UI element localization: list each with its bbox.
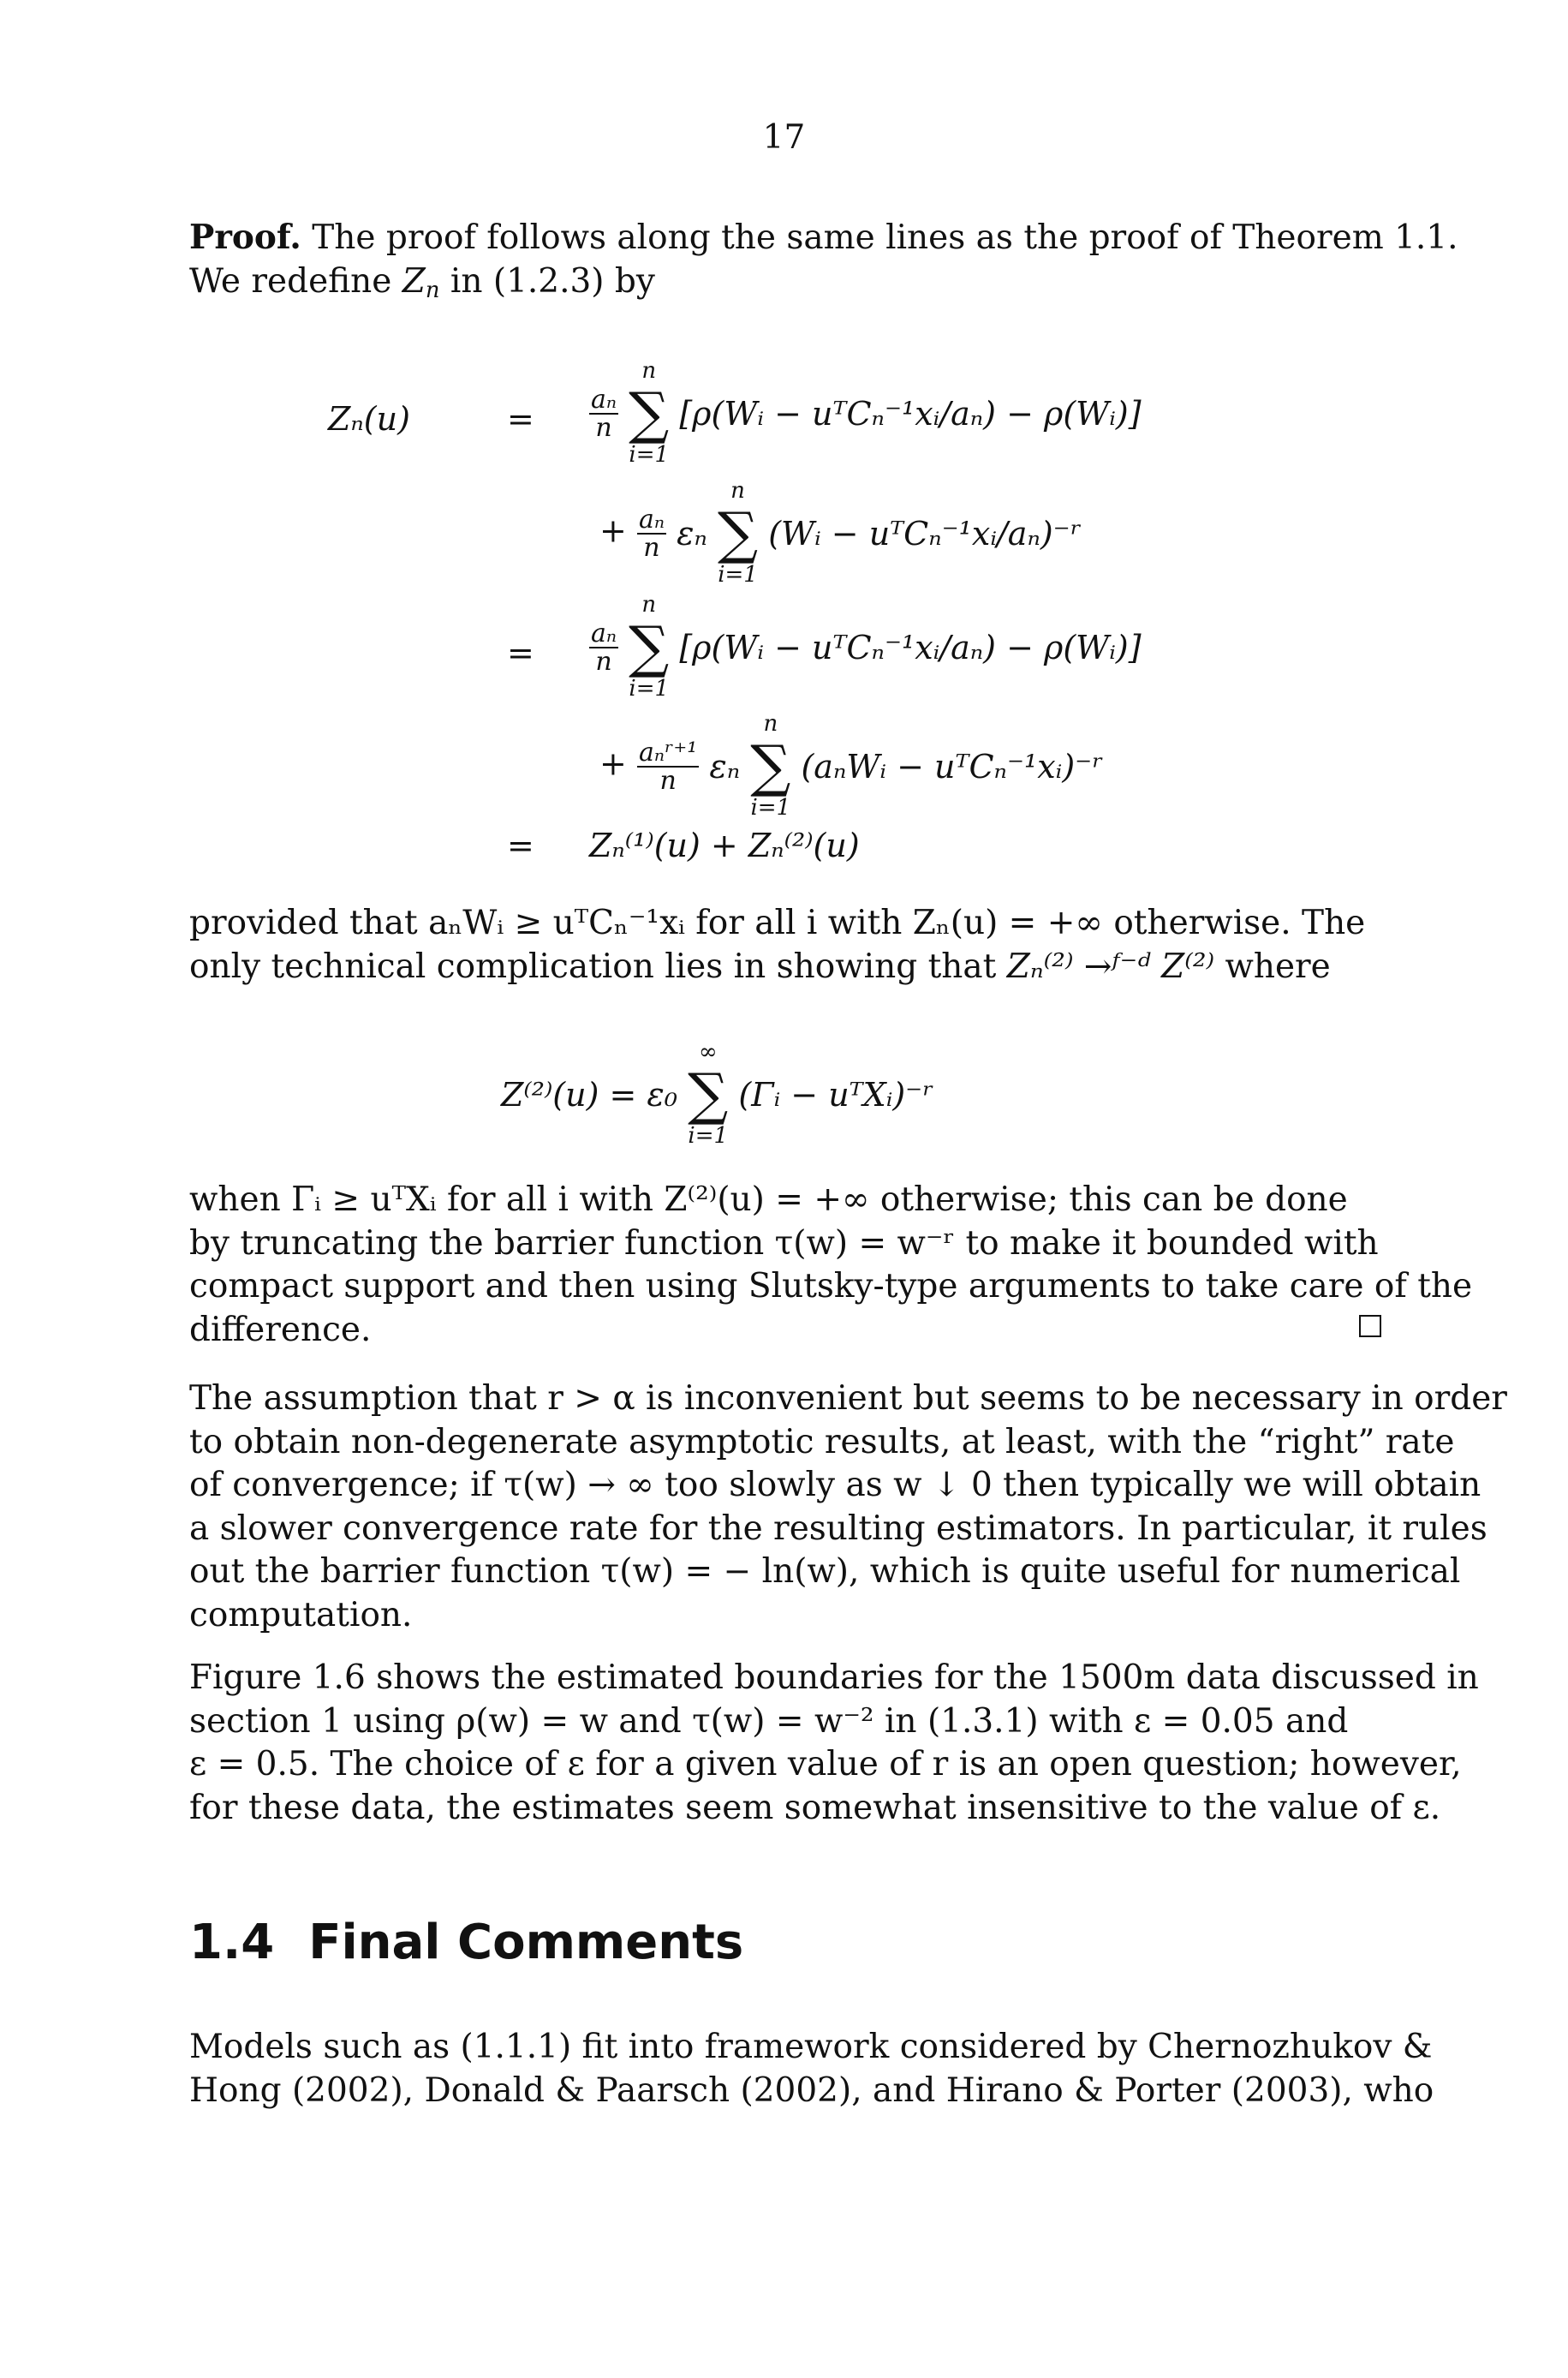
figure-line-2: section 1 using ρ(w) = w and τ(w) = w⁻² in (1.3.1) with ε = 0.05 and	[189, 1701, 1349, 1741]
models-line-1: Models such as (1.1.1) fit into framework considered by Chernozhukov &	[189, 2028, 1433, 2066]
sum-4: n ∑ i=1	[750, 711, 791, 821]
sum-upper: n	[730, 478, 745, 504]
row-2-body: (Wᵢ − uᵀCₙ⁻¹xᵢ/aₙ)⁻ʳ	[768, 515, 1082, 553]
provided-line-2-end: where	[1225, 947, 1331, 986]
sum-lower: i=1	[629, 442, 670, 468]
eps-n: εₙ	[677, 515, 707, 553]
zn-symbol: $Z_n$	[402, 261, 440, 303]
coef-frac-1	[589, 386, 618, 442]
coef-num: aₙ	[591, 384, 617, 415]
assumption-paragraph	[189, 1377, 1507, 1637]
provided-line-1: provided that aₙWᵢ ≥ uᵀCₙ⁻¹xᵢ for all i with Zₙ(u) = +∞ otherwise. The	[189, 904, 1366, 942]
plus-sign: +	[599, 511, 627, 550]
figure-paragraph	[189, 1657, 1479, 1830]
assumption-line-3: of convergence; if τ(w) → ∞ too slowly as w ↓ 0 then typically we will obtain	[189, 1466, 1482, 1504]
when-paragraph	[189, 1179, 1473, 1352]
sum-upper: n	[641, 358, 657, 384]
coef-den: n	[595, 413, 612, 443]
eq-equals-1: =	[507, 400, 534, 438]
sum-upper: n	[763, 711, 778, 737]
section-number: 1.4	[189, 1915, 275, 1970]
when-line-4: difference.	[189, 1310, 372, 1349]
eq-row-5	[589, 829, 860, 862]
coef-den: n	[595, 647, 612, 677]
assumption-line-2: to obtain non-degenerate asymptotic results, at least, with the “right” rate	[189, 1422, 1455, 1461]
row-4-body: (aₙWᵢ − uᵀCₙ⁻¹xᵢ)⁻ʳ	[801, 748, 1104, 786]
limit-eq-lhs: Z⁽²⁾(u) = ε₀	[501, 1076, 678, 1114]
eq-lhs	[328, 400, 410, 438]
when-line-2: by truncating the barrier function τ(w) = w⁻ʳ to make it bounded with	[189, 1223, 1379, 1263]
coef-frac-4	[637, 739, 699, 795]
coef-num: aₙʳ⁺¹	[638, 737, 698, 768]
proof-line-2-start: We redefine	[189, 261, 392, 301]
row-1-body: [ρ(Wᵢ − uᵀCₙ⁻¹xᵢ/aₙ) − ρ(Wᵢ)]	[679, 395, 1142, 433]
sum-2: n ∑ i=1	[717, 478, 759, 588]
eq-lhs-text: Zₙ(u)	[328, 400, 410, 438]
when-line-1: when Γᵢ ≥ uᵀXᵢ for all i with Z⁽²⁾(u) = +∞ otherwise; this can be done	[189, 1180, 1348, 1219]
provided-paragraph	[189, 902, 1388, 989]
proof-intro-text: The proof follows along the same lines as the proof of Theorem 1.1.	[312, 218, 1458, 257]
coef-den: n	[643, 533, 660, 563]
eq-row-1	[589, 358, 1142, 468]
limit-sum: ∞ ∑ i=1	[688, 1039, 729, 1149]
sum-3: n ∑ i=1	[629, 592, 670, 702]
figure-line-4: for these data, the estimates seem somewhat insensitive to the value of ε.	[189, 1788, 1441, 1827]
coef-frac-3	[589, 620, 618, 676]
sum-1: n ∑ i=1	[629, 358, 670, 468]
assumption-line-1: The assumption that r > α is inconvenient but seems to be necessary in order	[189, 1379, 1507, 1418]
eq-row-4	[599, 711, 1104, 821]
page-number: 17	[762, 118, 806, 157]
sum-upper: ∞	[698, 1039, 718, 1065]
section-heading	[189, 1915, 743, 1970]
sum-upper: n	[641, 592, 657, 618]
row-3-body: [ρ(Wᵢ − uᵀCₙ⁻¹xᵢ/aₙ) − ρ(Wᵢ)]	[679, 629, 1142, 666]
eq-equals-3: =	[507, 827, 534, 864]
provided-line-2	[189, 946, 1388, 989]
proof-label: Proof.	[189, 218, 301, 257]
eq-equals-2: =	[507, 634, 534, 672]
proof-line-1	[189, 216, 1458, 260]
coef-frac-2	[637, 506, 666, 562]
plus-sign: +	[599, 744, 627, 783]
proof-line-2-end: in (1.2.3) by	[450, 261, 655, 301]
eps-n: εₙ	[709, 748, 741, 786]
eq-row-3	[589, 592, 1142, 702]
qed-box	[1359, 1315, 1381, 1337]
figure-line-1: Figure 1.6 shows the estimated boundaries for the 1500m data discussed in	[189, 1658, 1479, 1697]
sum-lower: i=1	[750, 795, 791, 821]
limit-eq-body: (Γᵢ − uᵀXᵢ)⁻ʳ	[738, 1076, 934, 1114]
proof-paragraph	[189, 216, 1458, 303]
row-5-body: Zₙ⁽¹⁾(u) + Zₙ⁽²⁾(u)	[589, 827, 860, 864]
models-line-2: Hong (2002), Donald & Paarsch (2002), and Hirano & Porter (2003), who	[189, 2070, 1434, 2110]
coef-num: aₙ	[638, 504, 665, 535]
sum-lower: i=1	[688, 1123, 729, 1149]
sum-lower: i=1	[629, 676, 670, 702]
limit-equation	[501, 1039, 934, 1149]
proof-line-2	[189, 260, 1388, 304]
assumption-line-5: out the barrier function τ(w) = − ln(w), which is quite useful for numerical	[189, 1552, 1461, 1591]
figure-line-3: ε = 0.5. The choice of ε for a given value of r is an open question; however,	[189, 1745, 1462, 1784]
coef-num: aₙ	[591, 618, 617, 648]
assumption-line-4: a slower convergence rate for the resulting estimators. In particular, it rules	[189, 1509, 1488, 1548]
provided-line-2-start: only technical complication lies in showing that	[189, 947, 997, 986]
coef-den: n	[659, 766, 677, 796]
eq-row-2	[599, 478, 1082, 588]
models-paragraph	[189, 2026, 1434, 2112]
section-title: Final Comments	[308, 1915, 744, 1970]
convergence-expression: Zₙ⁽²⁾ →ᶠ⁻ᵈ Z⁽²⁾	[1006, 947, 1215, 986]
assumption-line-6: computation.	[189, 1595, 413, 1634]
sum-lower: i=1	[718, 562, 758, 588]
when-line-3: compact support and then using Slutsky-type arguments to take care of the	[189, 1267, 1473, 1306]
